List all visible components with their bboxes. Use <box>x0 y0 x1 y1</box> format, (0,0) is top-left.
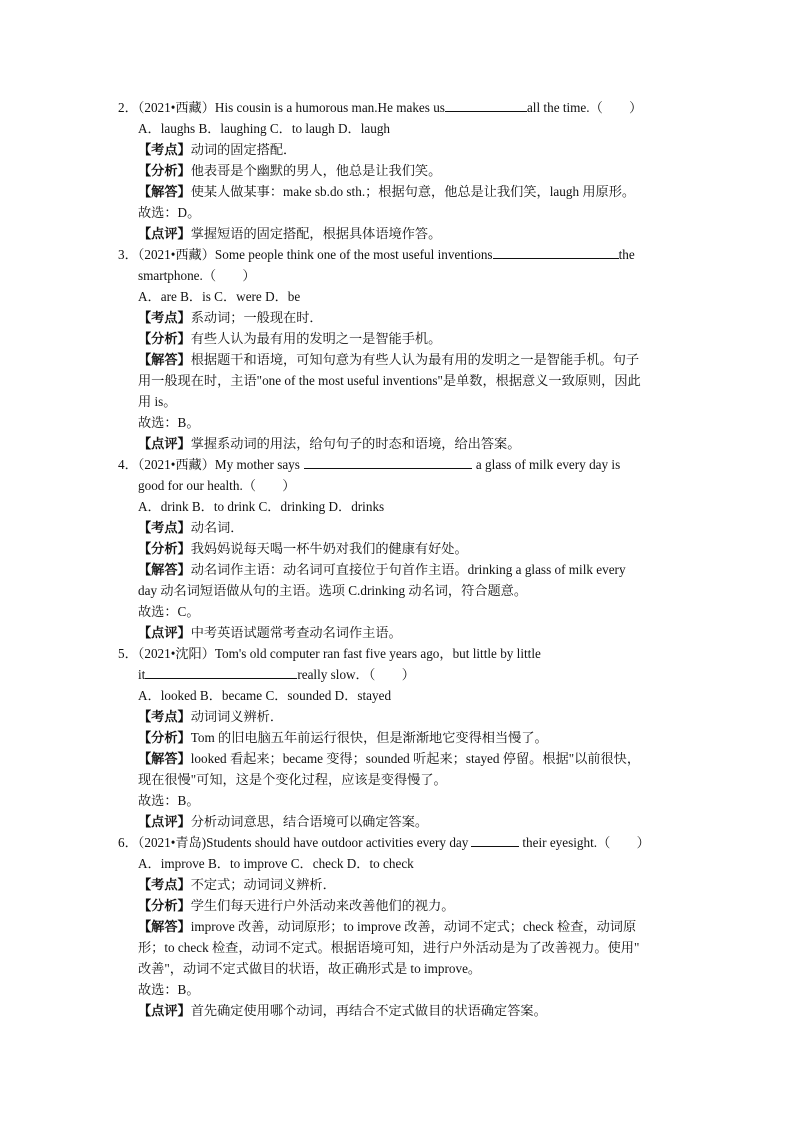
question-6-fenxi: 【分析】学生们每天进行户外活动来改善他们的视力。 <box>138 898 455 913</box>
question-4-fenxi: 【分析】我妈妈说每天喝一杯牛奶对我们的健康有好处。 <box>138 541 468 556</box>
question-3-stem-cont: smartphone.（ ） <box>138 268 256 283</box>
question-5-jieda: 【解答】looked 看起来；became 变得；sounded 听起来；stayed 停留。根据"以前很快， <box>138 751 641 766</box>
question-2-dianping: 【点评】掌握短语的固定搭配，根据具体语境作答。 <box>138 226 442 241</box>
question-2-answer: 故选：D。 <box>138 205 201 220</box>
stem-text: all the time.（ ） <box>526 100 643 115</box>
question-4-jieda-cont: day 动名词短语做从句的主语。选项 C.drinking 动名词，符合题意。 <box>138 583 528 598</box>
question-5-options: A．looked B．became C．sounded D．stayed <box>138 688 392 703</box>
answer-blank <box>145 666 297 679</box>
question-number: 5． <box>118 646 138 661</box>
stem-text: a glass of milk every day is <box>475 457 621 472</box>
question-3-jieda: 【解答】根据题干和语境，可知句意为有些人认为最有用的发明之一是智能手机。句子 <box>138 352 640 367</box>
question-3-kaodian: 【考点】系动词；一般现在时． <box>138 310 323 325</box>
question-6-jieda: 【解答】improve 改善，动词原形；to improve 改善，动词不定式；check 检查，动词原 <box>138 919 637 934</box>
question-4-jieda: 【解答】动名词作主语：动名词可直接位于句首作主语。drinking a glass of milk every <box>138 562 626 577</box>
question-4-answer: 故选：C。 <box>138 604 200 619</box>
question-3-dianping: 【点评】掌握系动词的用法，给句句子的时态和语境，给出答案。 <box>138 436 521 451</box>
question-3-jieda-cont: 用 is。 <box>138 394 177 409</box>
question-4-stem-cont: good for our health.（ ） <box>138 478 296 493</box>
question-3-fenxi: 【分析】有些人认为最有用的发明之一是智能手机。 <box>138 331 442 346</box>
question-4-kaodian: 【考点】动名词． <box>138 520 244 535</box>
question-6-kaodian: 【考点】不定式；动词词义辨析． <box>138 877 336 892</box>
question-4-options: A．drink B．to drink C．drinking D．drinks <box>138 499 385 514</box>
question-5-stem-cont: it really slow．（ ） <box>138 667 415 682</box>
stem-text: （2021•青岛)Students should have outdoor activities every day <box>137 835 469 850</box>
stem-text: the <box>618 247 635 262</box>
question-2-fenxi: 【分析】他表哥是个幽默的男人，他总是让我们笑。 <box>138 163 442 178</box>
question-number: 2． <box>118 100 138 115</box>
question-6-dianping: 【点评】首先确定使用哪个动词，再结合不定式做目的状语确定答案。 <box>138 1003 547 1018</box>
question-6-jieda-cont: 改善"，动词不定式做目的状语，故正确形式是 to improve。 <box>138 961 482 976</box>
question-5-stem <box>118 645 678 663</box>
stem-text: （2021•西藏）My mother says <box>137 457 300 472</box>
stem-text: （2021•沈阳）Tom's old computer ran fast five years ago，but little by little <box>137 646 541 661</box>
question-3-jieda-cont: 用一般现在时，主语"one of the most useful inventions"是单数，根据意义一致原则，因此 <box>138 373 641 388</box>
question-3-options: A．are B．is C．were D．be <box>138 289 301 304</box>
question-6-stem <box>118 834 678 852</box>
question-5-answer: 故选：B。 <box>138 793 200 808</box>
question-4-stem <box>118 456 678 474</box>
stem-text: （2021•西藏）Some people think one of the most useful inventions <box>137 247 493 262</box>
question-3-stem <box>118 246 678 264</box>
question-number: 3． <box>118 247 138 262</box>
question-6-options: A．improve B．to improve C．check D．to check <box>138 856 414 871</box>
stem-text: （2021•西藏）His cousin is a humorous man.He makes us <box>137 100 445 115</box>
stem-text: their eyesight.（ ） <box>522 835 650 850</box>
question-5-kaodian: 【考点】动词词义辨析． <box>138 709 284 724</box>
answer-blank <box>493 246 619 259</box>
question-2-options: A．laughs B．laughing C．to laugh D．laugh <box>138 121 391 136</box>
question-6-answer: 故选：B。 <box>138 982 200 997</box>
question-3-answer: 故选：B。 <box>138 415 200 430</box>
question-4-dianping: 【点评】中考英语试题常考查动名词作主语。 <box>138 625 402 640</box>
answer-blank <box>304 456 472 469</box>
question-2-jieda: 【解答】使某人做某事：make sb.do sth.；根据句意，他总是让我们笑，laugh 用原形。 <box>138 184 636 199</box>
answer-blank <box>445 99 527 112</box>
answer-blank <box>471 834 519 847</box>
question-5-dianping: 【点评】分析动词意思，结合语境可以确定答案。 <box>138 814 429 829</box>
question-5-jieda-cont: 现在很慢"可知，这是个变化过程，应该是变得慢了。 <box>138 772 447 787</box>
question-number: 4． <box>118 457 138 472</box>
question-6-jieda-cont: 形；to check 检查，动词不定式。根据语境可知，进行户外活动是为了改善视力。使用" <box>138 940 640 955</box>
question-2-kaodian: 【考点】动词的固定搭配． <box>138 142 297 157</box>
question-2-stem <box>118 99 678 117</box>
question-5-fenxi: 【分析】Tom 的旧电脑五年前运行很快，但是渐渐地它变得相当慢了。 <box>138 730 548 745</box>
question-number: 6． <box>118 835 138 850</box>
